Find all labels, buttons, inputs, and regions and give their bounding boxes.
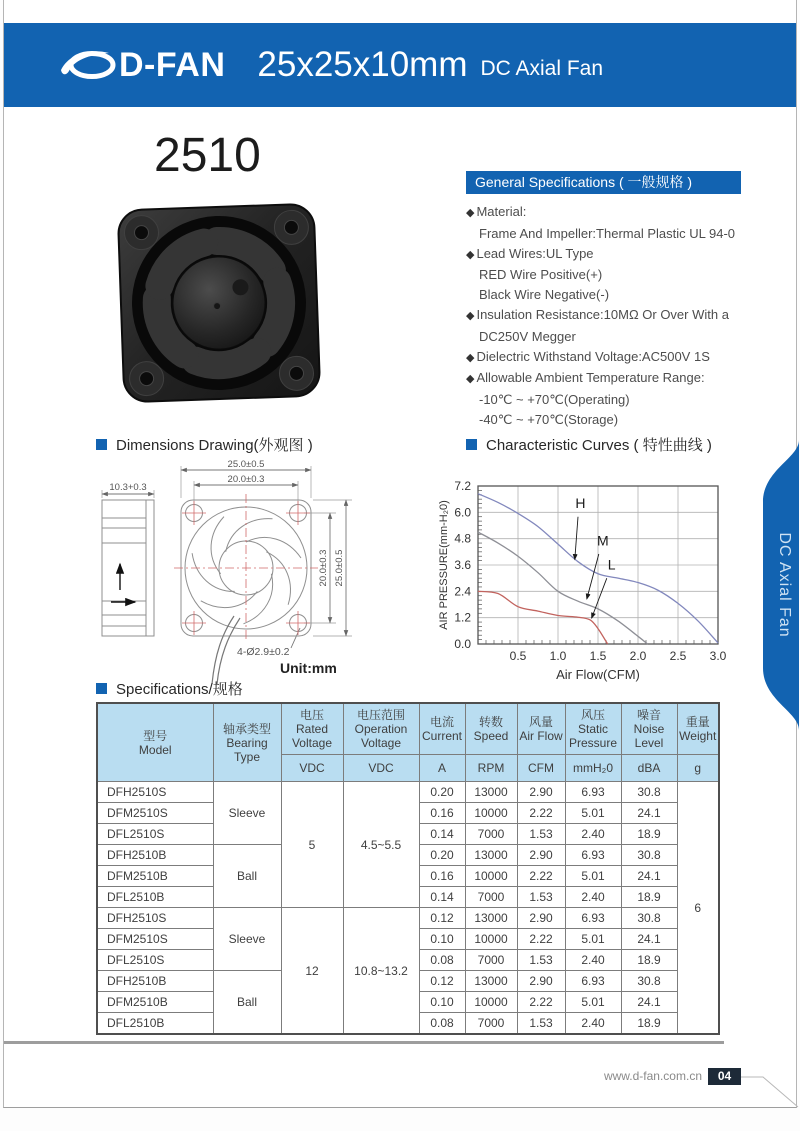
table-cell: 2.40 (565, 824, 621, 845)
logo-swoosh-icon (59, 46, 117, 84)
spec-line (466, 224, 776, 244)
general-specs-list (466, 202, 776, 430)
table-cell: 1.53 (517, 824, 565, 845)
spec-line (466, 327, 776, 347)
column-header: 电压范围 Operation Voltage (343, 703, 419, 755)
curve-label-L: L (607, 556, 616, 573)
table-cell: 0.10 (419, 929, 465, 950)
datasheet-page (3, 0, 797, 1108)
svg-text:1.0: 1.0 (549, 649, 567, 663)
y-axis-label: AIR PRESSURE(mm-H₂0) (438, 500, 450, 630)
table-cell: 0.10 (419, 992, 465, 1013)
column-header: 轴承类型 Bearing Type (213, 703, 281, 782)
curve-label-M: M (596, 532, 609, 549)
diamond-bullet-icon: ◆ (466, 207, 475, 219)
table-cell: 1.53 (517, 887, 565, 908)
table-cell: 7000 (465, 950, 517, 971)
airflow-arrows (111, 564, 135, 602)
square-bullet-icon (96, 439, 107, 450)
table-cell: 10000 (465, 929, 517, 950)
table-cell: 6.93 (565, 908, 621, 929)
column-header: 风量 Air Flow (517, 703, 565, 755)
table-cell: Ball (213, 971, 281, 1035)
corner-line (741, 1070, 799, 1110)
table-row (97, 908, 719, 929)
centerlines (174, 494, 318, 642)
table-cell: 10.8~13.2 (343, 908, 419, 1035)
svg-text:1.5: 1.5 (589, 649, 607, 663)
spec-line (466, 347, 776, 369)
svg-text:1.2: 1.2 (454, 610, 471, 625)
table-cell: 2.22 (517, 992, 565, 1013)
spec-line (466, 305, 776, 327)
general-specs-heading: General Specifications ( 一般规格 ) (466, 171, 741, 194)
table-cell: 18.9 (621, 824, 677, 845)
brand-logo (59, 46, 225, 85)
table-row (97, 782, 719, 803)
column-header: 转数 Speed (465, 703, 517, 755)
table-cell: 30.8 (621, 908, 677, 929)
table-cell: 24.1 (621, 929, 677, 950)
table-cell: 6.93 (565, 782, 621, 803)
table-cell: 1.53 (517, 1013, 565, 1035)
table-cell: 7000 (465, 1013, 517, 1035)
table-cell: 7000 (465, 887, 517, 908)
table-cell: DFL2510B (97, 1013, 213, 1035)
table-cell: DFM2510B (97, 866, 213, 887)
table-cell: 13000 (465, 782, 517, 803)
table-cell: 24.1 (621, 992, 677, 1013)
page-title-type: DC Axial Fan (480, 57, 604, 80)
spec-text: Black Wire Negative(-) (479, 287, 610, 303)
table-cell: 1.53 (517, 950, 565, 971)
table-cell: 18.9 (621, 887, 677, 908)
column-header: 重量 Weight (677, 703, 719, 755)
spec-text: -40℃ ~ +70℃(Storage) (479, 411, 619, 427)
table-cell: 30.8 (621, 971, 677, 992)
table-cell: 5 (281, 782, 343, 908)
spec-table (96, 702, 720, 1035)
svg-text:7.2: 7.2 (454, 479, 471, 493)
characteristic-curves-chart (434, 458, 758, 684)
table-cell: 0.12 (419, 971, 465, 992)
table-cell: 13000 (465, 845, 517, 866)
curves-heading-label: Characteristic Curves ( 特性曲线 ) (486, 437, 712, 454)
table-cell: 0.14 (419, 887, 465, 908)
table-cell: DFH2510B (97, 845, 213, 866)
column-header: 型号 Model (97, 703, 213, 782)
table-cell: 30.8 (621, 782, 677, 803)
table-cell: Ball (213, 845, 281, 908)
dimension-lines (102, 470, 346, 648)
table-cell: 10000 (465, 866, 517, 887)
table-cell: 6.93 (565, 845, 621, 866)
table-cell: 10000 (465, 992, 517, 1013)
spec-line (466, 410, 776, 430)
table-cell: 5.01 (565, 803, 621, 824)
table-cell: DFL2510S (97, 824, 213, 845)
spec-line (466, 202, 776, 224)
x-axis-label: Air Flow(CFM) (556, 667, 640, 682)
table-cell: 0.20 (419, 845, 465, 866)
svg-text:2.0: 2.0 (629, 649, 647, 663)
unit-header: CFM (517, 755, 565, 782)
table-cell: 5.01 (565, 992, 621, 1013)
dim-depth: 10.3+0.3 (109, 482, 147, 493)
column-header: 风压 Static Pressure (565, 703, 621, 755)
dim-width-holes: 20.0±0.3 (227, 474, 265, 485)
column-header: 电压 Rated Voltage (281, 703, 343, 755)
table-header-row (97, 703, 719, 755)
unit-header: VDC (281, 755, 343, 782)
logo-text: D-FAN (119, 45, 226, 84)
svg-text:2.4: 2.4 (454, 584, 471, 599)
table-cell: Sleeve (213, 782, 281, 845)
column-header: 电流 Current (419, 703, 465, 755)
specs-section-heading (96, 678, 243, 699)
unit-note: Unit:mm (280, 660, 337, 676)
unit-header: RPM (465, 755, 517, 782)
table-cell: DFM2510S (97, 803, 213, 824)
table-cell: 2.40 (565, 1013, 621, 1035)
diamond-bullet-icon: ◆ (466, 309, 475, 322)
dim-height-holes: 20.0±0.3 (318, 549, 329, 587)
table-cell: 24.1 (621, 866, 677, 887)
dimensions-section-heading (96, 434, 313, 455)
table-cell: 10000 (465, 803, 517, 824)
table-cell: 18.9 (621, 1013, 677, 1035)
column-header: 噪音 Noise Level (621, 703, 677, 755)
table-cell: 7000 (465, 824, 517, 845)
product-photo-fan (114, 196, 324, 410)
table-cell: 2.22 (517, 866, 565, 887)
page-title-size: 25x25x10mm (257, 45, 468, 84)
spec-line (466, 244, 776, 266)
svg-text:4.8: 4.8 (454, 531, 471, 546)
square-bullet-icon (96, 683, 107, 694)
table-cell: 2.90 (517, 971, 565, 992)
svg-text:2.5: 2.5 (669, 649, 687, 663)
unit-header: mmH₂0 (565, 755, 621, 782)
header-bar (4, 23, 796, 107)
spec-line (466, 368, 776, 390)
website-url: www.d-fan.com.cn (603, 1069, 702, 1083)
side-view (102, 500, 154, 636)
spec-text: Material: (476, 204, 527, 219)
table-cell: DFL2510S (97, 950, 213, 971)
table-cell: DFH2510S (97, 782, 213, 803)
table-cell: 13000 (465, 971, 517, 992)
svg-text:3.0: 3.0 (709, 649, 727, 663)
svg-text:3.6: 3.6 (454, 558, 471, 572)
table-cell: 30.8 (621, 845, 677, 866)
dim-height-outer: 25.0±0.5 (334, 549, 345, 587)
table-cell: 2.40 (565, 950, 621, 971)
table-cell: 2.90 (517, 908, 565, 929)
table-cell: 0.14 (419, 824, 465, 845)
table-cell: 2.22 (517, 929, 565, 950)
table-cell: 18.9 (621, 950, 677, 971)
table-cell: 2.40 (565, 887, 621, 908)
diamond-bullet-icon: ◆ (466, 373, 475, 386)
table-cell: 5.01 (565, 866, 621, 887)
spec-text: Insulation Resistance:10MΩ Or Over With a (476, 306, 729, 322)
table-cell: 6.93 (565, 971, 621, 992)
spec-text: Allowable Ambient Temperature Range: (476, 370, 705, 386)
table-cell: 0.16 (419, 866, 465, 887)
spec-text: RED Wire Positive(+) (479, 267, 603, 283)
table-cell: 0.12 (419, 908, 465, 929)
spec-line (466, 285, 776, 305)
unit-header: dBA (621, 755, 677, 782)
side-tab-label: DC Axial Fan (776, 532, 793, 638)
spec-text: Dielectric Withstand Voltage:AC500V 1S (476, 348, 710, 364)
unit-header: A (419, 755, 465, 782)
table-cell: 2.90 (517, 845, 565, 866)
svg-text:6.0: 6.0 (454, 505, 471, 520)
dimensions-drawing (94, 456, 439, 688)
footer-rule (4, 1041, 724, 1044)
table-cell: 2.22 (517, 803, 565, 824)
table-cell: 13000 (465, 908, 517, 929)
spec-text: Lead Wires:UL Type (476, 245, 594, 261)
dim-width-outer: 25.0±0.5 (227, 459, 265, 470)
spec-line (466, 265, 776, 285)
table-cell: DFL2510B (97, 887, 213, 908)
square-bullet-icon (466, 439, 477, 450)
spec-text: DC250V Megger (479, 328, 576, 344)
diamond-bullet-icon: ◆ (466, 351, 475, 364)
table-cell: DFM2510S (97, 929, 213, 950)
table-cell: 0.08 (419, 1013, 465, 1035)
side-tab (752, 440, 799, 730)
table-cell: 5.01 (565, 929, 621, 950)
lead-wires (212, 616, 240, 684)
table-cell: DFH2510B (97, 971, 213, 992)
dimensions-heading-label: Dimensions Drawing(外观图 ) (116, 437, 313, 454)
spec-text: Frame And Impeller:Thermal Plastic UL 94-0 (479, 225, 736, 241)
specifications-table (96, 702, 718, 1035)
dim-mounting-holes: 4-Ø2.9±0.2 (237, 646, 290, 658)
table-cell: DFM2510B (97, 992, 213, 1013)
diamond-bullet-icon: ◆ (466, 248, 475, 261)
table-cell: 0.08 (419, 950, 465, 971)
svg-text:0.5: 0.5 (509, 649, 527, 663)
table-cell: 0.20 (419, 782, 465, 803)
curves-section-heading (466, 434, 712, 455)
fan-body (118, 204, 321, 403)
curve-label-H: H (575, 494, 586, 511)
table-cell: DFH2510S (97, 908, 213, 929)
spec-line (466, 390, 776, 410)
specs-heading-label: Specifications/规格 (116, 681, 243, 698)
table-cell: 0.16 (419, 803, 465, 824)
table-cell: 2.90 (517, 782, 565, 803)
unit-header: g (677, 755, 719, 782)
model-number: 2510 (154, 129, 261, 182)
table-cell: 6 (677, 782, 719, 1035)
page-number-badge: 04 (708, 1068, 741, 1085)
table-cell: 12 (281, 908, 343, 1035)
table-cell: Sleeve (213, 908, 281, 971)
spec-text: -10℃ ~ +70℃(Operating) (479, 392, 630, 408)
svg-text:0.0: 0.0 (454, 637, 471, 651)
table-cell: 4.5~5.5 (343, 782, 419, 908)
unit-header: VDC (343, 755, 419, 782)
table-cell: 24.1 (621, 803, 677, 824)
